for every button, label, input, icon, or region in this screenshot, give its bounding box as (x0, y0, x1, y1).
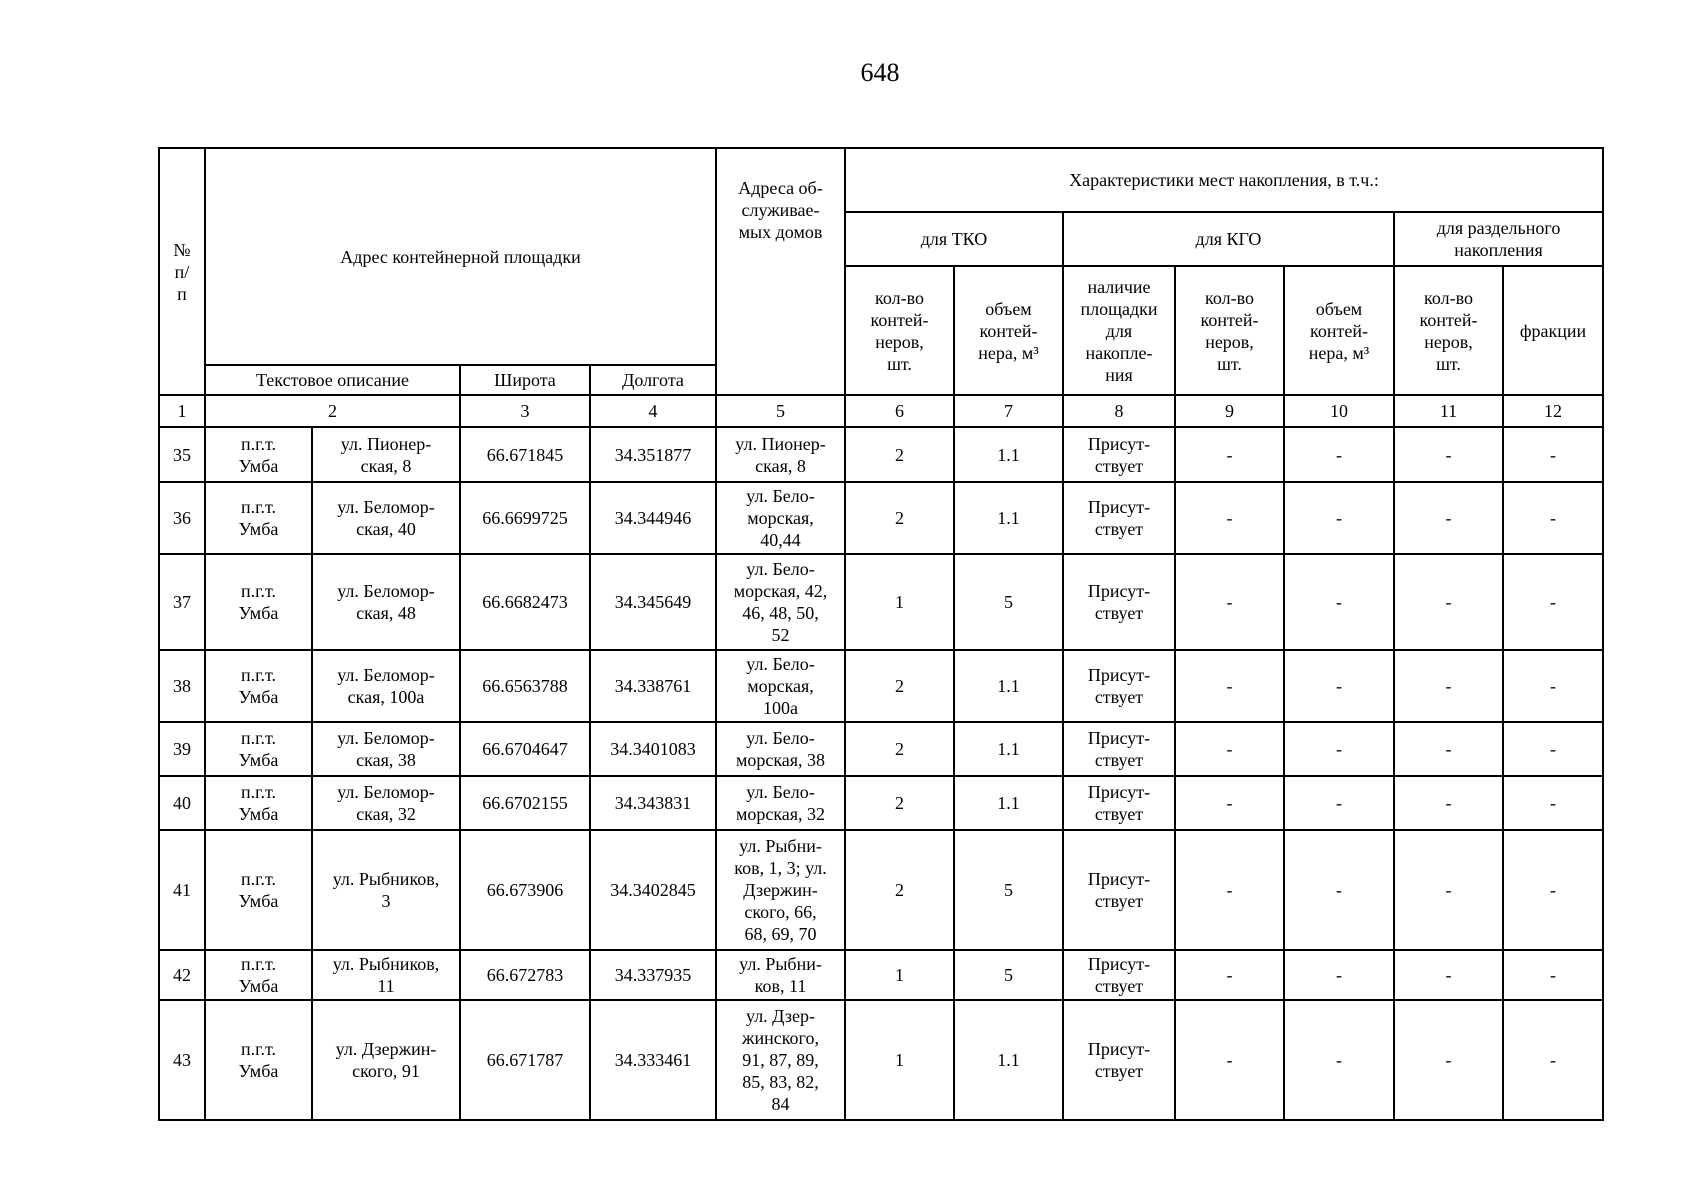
street-address-cell: ул. Беломор- ская, 40 (312, 482, 460, 554)
latitude-cell: 66.6682473 (460, 554, 590, 650)
separate-count-cell: - (1394, 427, 1503, 482)
separate-fractions-cell: - (1503, 950, 1603, 1000)
tko-volume-cell: 1.1 (954, 650, 1063, 722)
kgo-site-cell: Присут- ствует (1063, 482, 1175, 554)
column-number: 4 (590, 395, 716, 427)
table-row (159, 650, 1603, 722)
locality-cell: п.г.т. Умба (205, 830, 312, 950)
latitude-cell: 66.6702155 (460, 776, 590, 830)
locality-cell: п.г.т. Умба (205, 650, 312, 722)
served-houses-cell: ул. Бело- морская, 100а (716, 650, 845, 722)
column-number: 3 (460, 395, 590, 427)
kgo-volume-cell: - (1284, 776, 1394, 830)
table-row (159, 554, 1603, 650)
header-kgo-count: кол-во контей- неров, шт. (1175, 266, 1284, 395)
latitude-cell: 66.671787 (460, 1000, 590, 1120)
kgo-volume-cell: - (1284, 830, 1394, 950)
longitude-cell: 34.351877 (590, 427, 716, 482)
row-number-cell: 37 (159, 554, 205, 650)
column-numbers-row (159, 395, 1603, 427)
kgo-count-cell: - (1175, 482, 1284, 554)
street-address-cell: ул. Беломор- ская, 32 (312, 776, 460, 830)
table-row (159, 830, 1603, 950)
row-number-cell: 38 (159, 650, 205, 722)
kgo-site-cell: Присут- ствует (1063, 650, 1175, 722)
kgo-count-cell: - (1175, 950, 1284, 1000)
header-text-description: Текстовое описание (205, 365, 460, 395)
row-number-cell: 43 (159, 1000, 205, 1120)
row-number-cell: 35 (159, 427, 205, 482)
row-number-cell: 41 (159, 830, 205, 950)
separate-count-cell: - (1394, 650, 1503, 722)
row-number-cell: 39 (159, 722, 205, 776)
header-separate-group: для раздельного накопления (1394, 212, 1603, 266)
latitude-cell: 66.6699725 (460, 482, 590, 554)
tko-count-cell: 2 (845, 776, 954, 830)
kgo-count-cell: - (1175, 722, 1284, 776)
table-row (159, 427, 1603, 482)
header-row-1 (159, 148, 1603, 212)
latitude-cell: 66.671845 (460, 427, 590, 482)
column-number: 10 (1284, 395, 1394, 427)
kgo-count-cell: - (1175, 1000, 1284, 1120)
separate-fractions-cell: - (1503, 650, 1603, 722)
locality-cell: п.г.т. Умба (205, 1000, 312, 1120)
kgo-volume-cell: - (1284, 554, 1394, 650)
separate-count-cell: - (1394, 776, 1503, 830)
column-number: 12 (1503, 395, 1603, 427)
column-number: 8 (1063, 395, 1175, 427)
street-address-cell: ул. Беломор- ская, 48 (312, 554, 460, 650)
kgo-site-cell: Присут- ствует (1063, 830, 1175, 950)
table-row (159, 776, 1603, 830)
table-row (159, 482, 1603, 554)
tko-count-cell: 1 (845, 950, 954, 1000)
kgo-volume-cell: - (1284, 650, 1394, 722)
header-address-group: Адрес контейнерной площадки (205, 148, 716, 365)
locality-cell: п.г.т. Умба (205, 427, 312, 482)
kgo-volume-cell: - (1284, 482, 1394, 554)
longitude-cell: 34.345649 (590, 554, 716, 650)
locality-cell: п.г.т. Умба (205, 950, 312, 1000)
street-address-cell: ул. Пионер- ская, 8 (312, 427, 460, 482)
header-latitude: Широта (460, 365, 590, 395)
latitude-cell: 66.672783 (460, 950, 590, 1000)
tko-count-cell: 1 (845, 554, 954, 650)
longitude-cell: 34.333461 (590, 1000, 716, 1120)
locality-cell: п.г.т. Умба (205, 482, 312, 554)
separate-fractions-cell: - (1503, 776, 1603, 830)
served-houses-cell: ул. Бело- морская, 42, 46, 48, 50, 52 (716, 554, 845, 650)
row-number-cell: 36 (159, 482, 205, 554)
tko-count-cell: 2 (845, 722, 954, 776)
header-sep-count: кол-во контей- неров, шт. (1394, 266, 1503, 395)
tko-count-cell: 1 (845, 1000, 954, 1120)
locality-cell: п.г.т. Умба (205, 776, 312, 830)
kgo-count-cell: - (1175, 776, 1284, 830)
kgo-count-cell: - (1175, 650, 1284, 722)
kgo-site-cell: Присут- ствует (1063, 554, 1175, 650)
kgo-site-cell: Присут- ствует (1063, 1000, 1175, 1120)
separate-fractions-cell: - (1503, 554, 1603, 650)
header-kgo-group: для КГО (1063, 212, 1394, 266)
locality-cell: п.г.т. Умба (205, 722, 312, 776)
header-sep-fractions: фракции (1503, 266, 1603, 395)
street-address-cell: ул. Беломор- ская, 38 (312, 722, 460, 776)
street-address-cell: ул. Рыбников, 3 (312, 830, 460, 950)
longitude-cell: 34.343831 (590, 776, 716, 830)
served-houses-cell: ул. Бело- морская, 32 (716, 776, 845, 830)
tko-volume-cell: 1.1 (954, 722, 1063, 776)
table-row (159, 950, 1603, 1000)
longitude-cell: 34.3401083 (590, 722, 716, 776)
tko-volume-cell: 5 (954, 830, 1063, 950)
container-sites-table (158, 147, 1604, 1121)
tko-volume-cell: 1.1 (954, 1000, 1063, 1120)
separate-count-cell: - (1394, 950, 1503, 1000)
separate-count-cell: - (1394, 482, 1503, 554)
tko-volume-cell: 5 (954, 950, 1063, 1000)
tko-count-cell: 2 (845, 427, 954, 482)
column-number: 7 (954, 395, 1063, 427)
column-number: 11 (1394, 395, 1503, 427)
separate-count-cell: - (1394, 830, 1503, 950)
tko-count-cell: 2 (845, 830, 954, 950)
column-number: 5 (716, 395, 845, 427)
kgo-site-cell: Присут- ствует (1063, 722, 1175, 776)
header-tko-volume: объем контей- нера, м³ (954, 266, 1063, 395)
tko-volume-cell: 1.1 (954, 427, 1063, 482)
kgo-count-cell: - (1175, 830, 1284, 950)
header-tko-count: кол-во контей- неров, шт. (845, 266, 954, 395)
kgo-volume-cell: - (1284, 950, 1394, 1000)
column-number: 2 (205, 395, 460, 427)
served-houses-cell: ул. Рыбни- ков, 11 (716, 950, 845, 1000)
longitude-cell: 34.3402845 (590, 830, 716, 950)
separate-count-cell: - (1394, 1000, 1503, 1120)
latitude-cell: 66.6563788 (460, 650, 590, 722)
kgo-count-cell: - (1175, 554, 1284, 650)
kgo-volume-cell: - (1284, 1000, 1394, 1120)
table-row (159, 1000, 1603, 1120)
street-address-cell: ул. Беломор- ская, 100а (312, 650, 460, 722)
separate-fractions-cell: - (1503, 482, 1603, 554)
served-houses-cell: ул. Пионер- ская, 8 (716, 427, 845, 482)
row-number-cell: 40 (159, 776, 205, 830)
served-houses-cell: ул. Рыбни- ков, 1, 3; ул. Дзержин- ского, 66, 68, 69, 70 (716, 830, 845, 950)
separate-fractions-cell: - (1503, 830, 1603, 950)
kgo-site-cell: Присут- ствует (1063, 776, 1175, 830)
tko-count-cell: 2 (845, 650, 954, 722)
separate-fractions-cell: - (1503, 1000, 1603, 1120)
row-number-cell: 42 (159, 950, 205, 1000)
kgo-volume-cell: - (1284, 427, 1394, 482)
separate-count-cell: - (1394, 722, 1503, 776)
kgo-volume-cell: - (1284, 722, 1394, 776)
kgo-site-cell: Присут- ствует (1063, 427, 1175, 482)
served-houses-cell: ул. Дзер- жинского, 91, 87, 89, 85, 83, 82, 84 (716, 1000, 845, 1120)
latitude-cell: 66.673906 (460, 830, 590, 950)
tko-volume-cell: 1.1 (954, 776, 1063, 830)
header-characteristics-group: Характеристики мест накопления, в т.ч.: (845, 148, 1603, 212)
served-houses-cell: ул. Бело- морская, 38 (716, 722, 845, 776)
header-kgo-volume: объем контей- нера, м³ (1284, 266, 1394, 395)
column-number: 9 (1175, 395, 1284, 427)
separate-count-cell: - (1394, 554, 1503, 650)
street-address-cell: ул. Рыбников, 11 (312, 950, 460, 1000)
header-num: № п/ п (159, 148, 205, 395)
street-address-cell: ул. Дзержин- ского, 91 (312, 1000, 460, 1120)
separate-fractions-cell: - (1503, 427, 1603, 482)
longitude-cell: 34.337935 (590, 950, 716, 1000)
longitude-cell: 34.338761 (590, 650, 716, 722)
column-number: 1 (159, 395, 205, 427)
tko-volume-cell: 5 (954, 554, 1063, 650)
longitude-cell: 34.344946 (590, 482, 716, 554)
locality-cell: п.г.т. Умба (205, 554, 312, 650)
served-houses-cell: ул. Бело- морская, 40,44 (716, 482, 845, 554)
header-served-houses: Адреса об- служивае- мых домов (716, 148, 845, 395)
header-longitude: Долгота (590, 365, 716, 395)
page-number: 648 (860, 58, 900, 87)
header-tko-group: для ТКО (845, 212, 1063, 266)
kgo-site-cell: Присут- ствует (1063, 950, 1175, 1000)
separate-fractions-cell: - (1503, 722, 1603, 776)
kgo-count-cell: - (1175, 427, 1284, 482)
tko-volume-cell: 1.1 (954, 482, 1063, 554)
tko-count-cell: 2 (845, 482, 954, 554)
column-number: 6 (845, 395, 954, 427)
table-row (159, 722, 1603, 776)
header-kgo-site: наличие площадки для накопле- ния (1063, 266, 1175, 395)
latitude-cell: 66.6704647 (460, 722, 590, 776)
